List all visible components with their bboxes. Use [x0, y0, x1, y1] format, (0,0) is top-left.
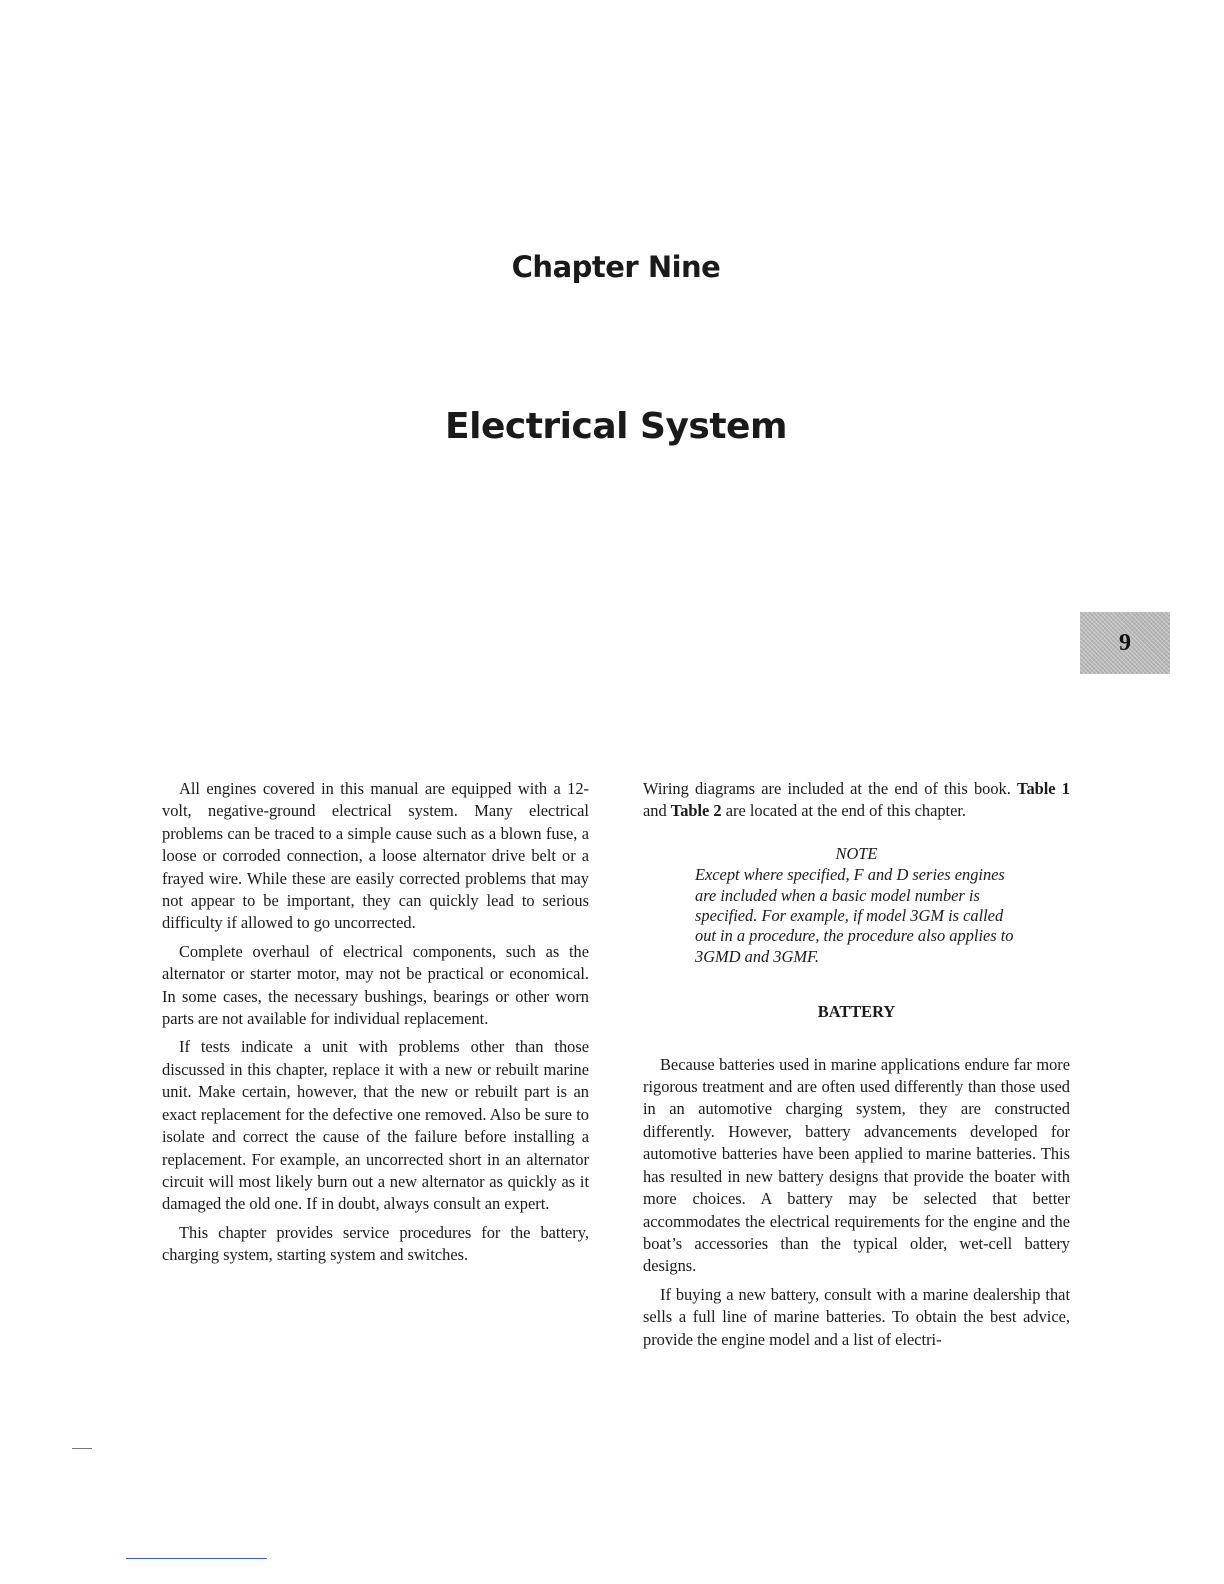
intro-text: and	[643, 801, 671, 821]
intro-text: Wiring diagrams are included at the end of this book.	[643, 779, 1018, 798]
table-2-reference: Table 2	[670, 801, 722, 821]
footer-link-underline	[126, 1558, 267, 1559]
chapter-tab-number: 9	[1119, 629, 1131, 656]
note-body: Except where specified, F and D series engines are included when a basic model number is specified. For example, if model 3GM is called out in a procedure, the procedure also applies to 3GMD and 3GMF.	[695, 865, 1014, 966]
left-text-column	[162, 778, 589, 1273]
intro-text: are located at the end of this chapter.	[721, 801, 967, 821]
body-paragraph: Complete overhaul of electrical components, such as the alternator or starter motor, may not be practical or economical. In some cases, the necessary bushings, bearings or other worn parts are not available for individual replacement.	[162, 941, 589, 1029]
table-1-reference: Table 1	[1017, 779, 1070, 798]
wiring-intro-paragraph	[643, 778, 1070, 823]
body-paragraph: If tests indicate a unit with problems other than those discussed in this chapter, replace it with a new or rebuilt marine unit. Make certain, however, that the new or rebuilt part is an exact replacement for the defective one removed. Also be sure to isolate and correct the cause of the failure before installing a replacement. For example, an uncorrected short in an alternator circuit will most likely burn out a new alternator as quickly as it damaged the old one. If in doubt, always consult an expert.	[162, 1037, 589, 1214]
body-paragraph: If buying a new battery, consult with a marine dealership that sells a full line of marine batteries. To obtain the best advice, provide the engine model and a list of electri-	[643, 1284, 1070, 1349]
battery-section-heading: BATTERY	[817, 1002, 896, 1022]
right-text-column	[643, 778, 1070, 1357]
body-paragraph: This chapter provides service procedures for the battery, charging system, starting system and switches.	[162, 1222, 589, 1265]
chapter-label: Chapter Nine	[511, 250, 721, 284]
chapter-title: Electrical System	[445, 406, 787, 447]
footer-rule	[72, 1448, 92, 1449]
note-heading: NOTE	[835, 843, 878, 863]
body-paragraph: All engines covered in this manual are equipped with a 12-volt, negative-ground electrical system. Many electrical problems can be traced to a simple cause such as a blown fuse, a loose or corroded connection, a loose alternator drive belt or a frayed wire. While these are easily corrected problems that may not appear to be important, they can quickly lead to serious difficulty if allowed to go uncorrected.	[162, 779, 589, 933]
chapter-thumb-tab	[1080, 612, 1170, 674]
body-paragraph: Because batteries used in marine applications endure far more rigorous treatment and are often used differently than those used in an automotive charging system, they are constructed differently. However, battery advancements developed for automotive batteries have been applied to marine batteries. This has resulted in new battery designs that provide the boater with more choices. A battery may be selected that better accommodates the electrical requirements for the engine and the boat’s accessories than the typical older, wet-cell battery designs.	[643, 1054, 1070, 1276]
